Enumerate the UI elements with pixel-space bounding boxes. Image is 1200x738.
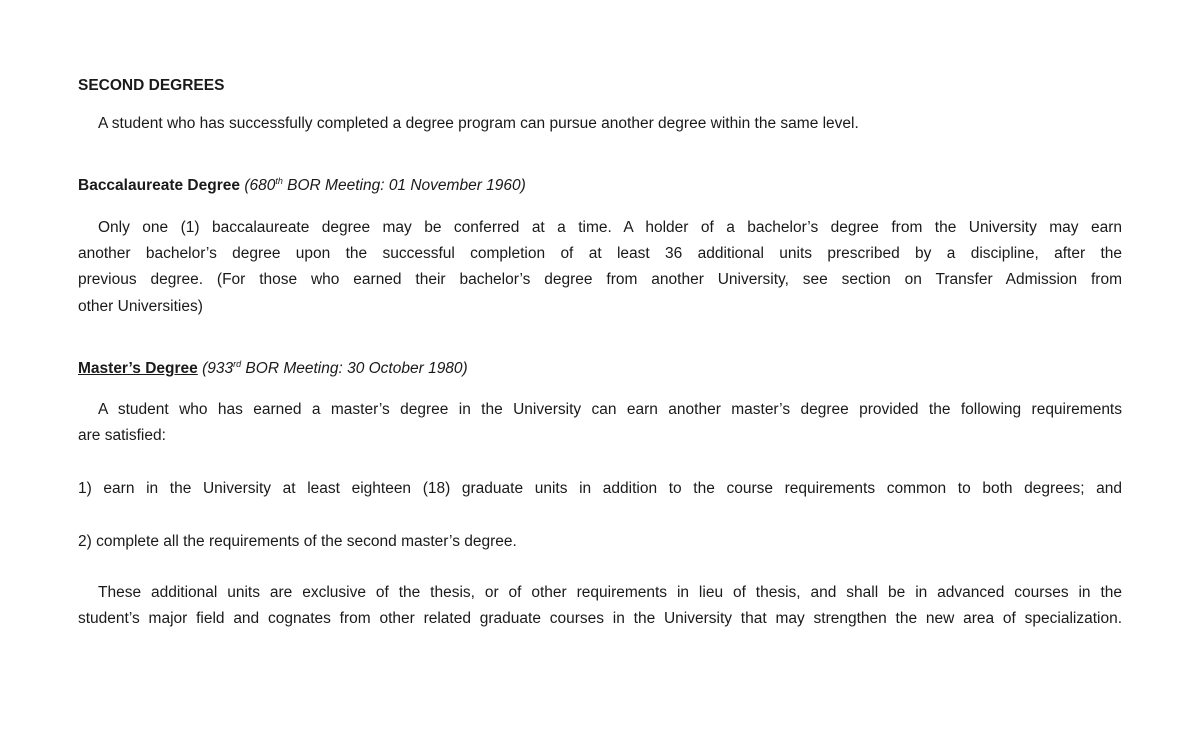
section-title: SECOND DEGREES — [78, 77, 225, 94]
masters-closing-line-2: student’s major field and cognates from other related graduate courses in the University that may strengthen the new area of specialization. — [78, 610, 1122, 627]
baccalaureate-heading: Baccalaureate Degree — [78, 177, 240, 194]
baccalaureate-meeting: (680th BOR Meeting: 01 November 1960) — [244, 175, 526, 194]
baccalaureate-heading-line — [78, 176, 526, 196]
masters-heading: Master’s Degree — [78, 360, 198, 377]
baccalaureate-text-line-1: Only one (1) baccalaureate degree may be conferred at a time. A holder of a bachelor’s degree from the University may earn — [98, 219, 1122, 236]
masters-meeting: (933rd BOR Meeting: 30 October 1980) — [202, 358, 468, 377]
masters-requirement-2: 2) complete all the requirements of the second master’s degree. — [78, 533, 517, 550]
masters-heading-line — [78, 359, 468, 379]
baccalaureate-text-line-2: another bachelor’s degree upon the successful completion of at least 36 additional units prescribed by a discipline, after the — [78, 245, 1122, 262]
baccalaureate-text-line-3: previous degree. (For those who earned their bachelor’s degree from another University, see section on Transfer Admission from — [78, 271, 1122, 288]
document-page — [78, 0, 1122, 738]
masters-closing-line-1: These additional units are exclusive of the thesis, or of other requirements in lieu of thesis, and shall be in advanced courses in the — [98, 584, 1122, 601]
intro-paragraph: A student who has successfully completed a degree program can pursue another degree within the same level. — [98, 115, 859, 132]
masters-intro-line-1: A student who has earned a master’s degree in the University can earn another master’s degree provided the following requirements — [98, 401, 1122, 418]
baccalaureate-text-line-4: other Universities) — [78, 298, 203, 315]
masters-intro-line-2: are satisfied: — [78, 427, 166, 444]
masters-requirement-1: 1) earn in the University at least eighteen (18) graduate units in addition to the course requirements common to both degrees; and — [78, 480, 1122, 497]
